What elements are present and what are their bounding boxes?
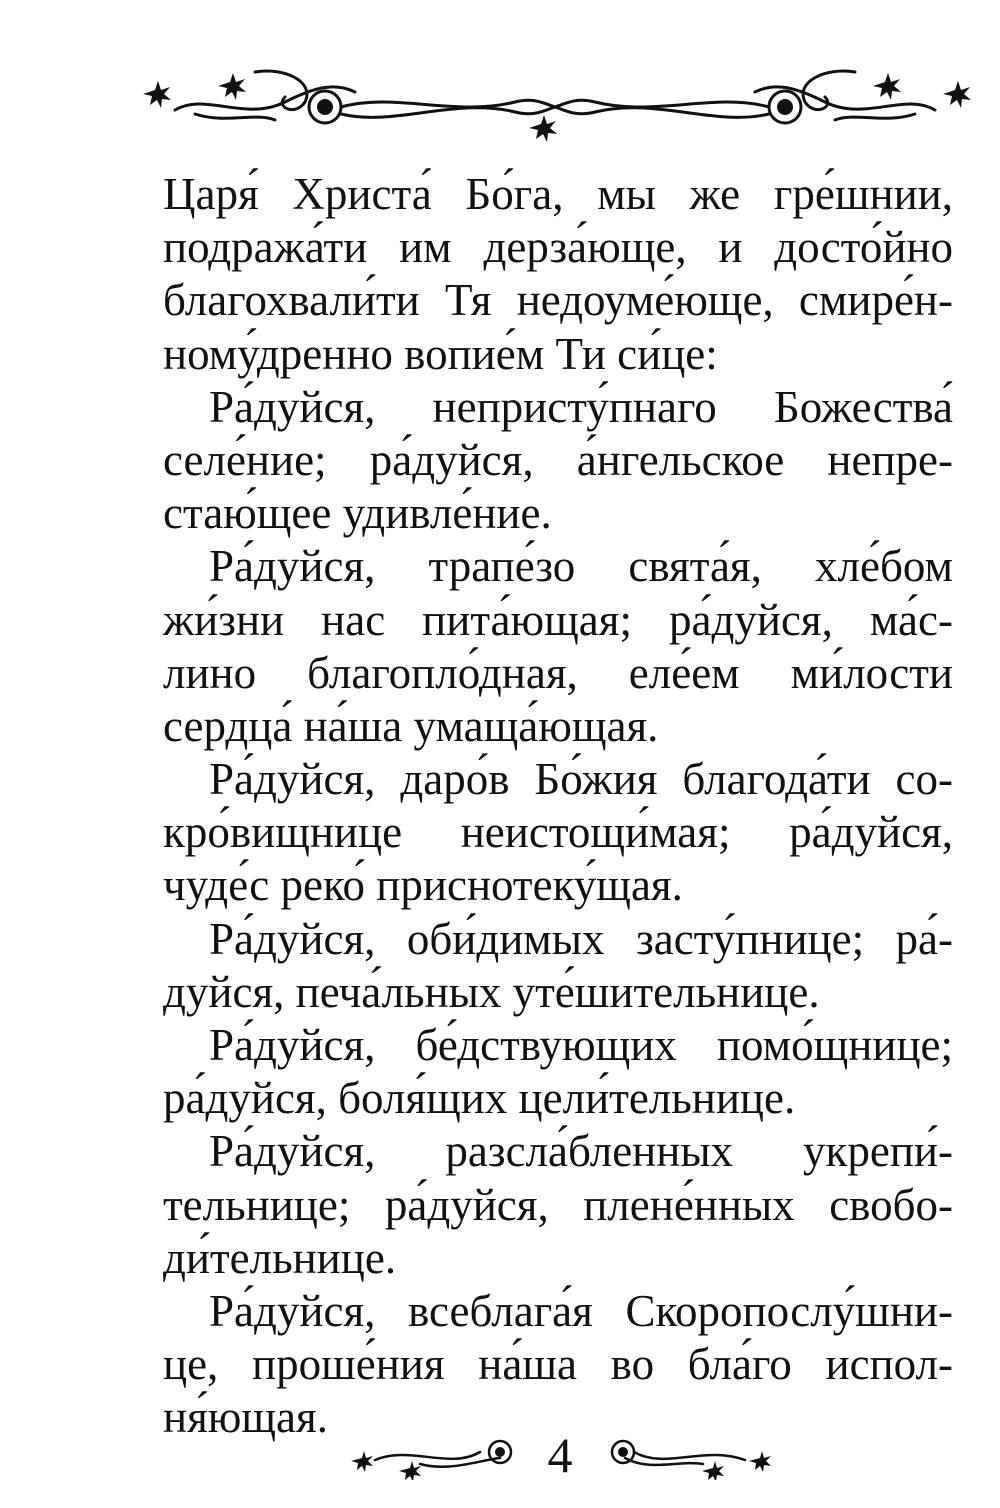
page-number: 4 — [547, 1427, 573, 1483]
text-line: Ра́дуйся, разсла́бленных укрепи́- — [209, 1126, 953, 1177]
text-line: дуйся, печа́льных уте́шительнице. — [163, 966, 820, 1017]
text-line: ня́ющая. — [163, 1392, 328, 1443]
text-line: тельнице; ра́дуйся, плене́нных свобо- — [163, 1179, 953, 1230]
page-footer — [350, 1420, 770, 1500]
text-line: благохвали́ти Тя недоуме́юще, смире́н- — [163, 275, 953, 326]
floral-scroll-header-ornament — [135, 62, 975, 162]
text-line: Ра́дуйся, непристу́пнаго Божества́ — [209, 381, 953, 432]
text-line: Ра́дуйся, всеблага́я Скоропослу́шни- — [209, 1285, 953, 1336]
text-line: подража́ти им дерза́юще, и досто́йно — [163, 222, 953, 273]
text-line: селе́ние; ра́дуйся, а́нгельское непре- — [163, 434, 953, 485]
text-line: це, проше́ния на́ша во бла́го испол- — [163, 1339, 953, 1390]
text-line: ди́тельнице. — [163, 1232, 397, 1283]
floral-scroll-footer-ornament — [350, 1430, 530, 1480]
page-body-text — [163, 168, 953, 1445]
text-line: лино благопло́дная, еле́ем ми́лости — [163, 647, 953, 698]
text-line: Царя́ Христа́ Бо́га, мы же гре́шнии, — [163, 169, 953, 219]
text-line: жи́зни нас пита́ющая; ра́дуйся, ма́с- — [163, 594, 953, 645]
text-line: ному́дренно вопие́м Ти си́це: — [163, 328, 718, 379]
text-line: Ра́дуйся, бе́дствующих помо́щнице; — [209, 1020, 953, 1070]
text-line: стаю́щее удивле́ние. — [163, 488, 552, 539]
text-line: Ра́дуйся, даро́в Бо́жия благода́ти со- — [209, 754, 953, 805]
text-line: чуде́с реко́ приснотеку́щая. — [163, 860, 683, 911]
floral-scroll-footer-ornament — [595, 1430, 775, 1480]
text-line: ра́дуйся, боля́щих цели́тельнице. — [163, 1073, 796, 1124]
text-line: кро́вищнице неистощи́мая; ра́дуйся, — [163, 807, 953, 858]
text-line: Ра́дуйся, трапе́зо свята́я, хле́бом — [209, 541, 953, 592]
text-line: Ра́дуйся, оби́димых засту́пнице; ра́- — [209, 913, 953, 964]
text-line: сердца́ на́ша умаща́ющая. — [163, 700, 659, 751]
